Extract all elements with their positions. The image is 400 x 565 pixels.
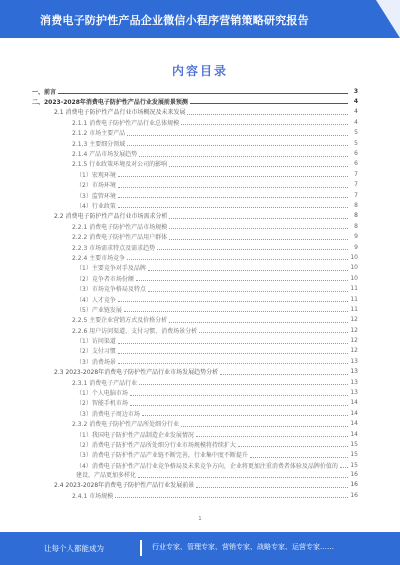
toc-entry[interactable]	[32, 439, 358, 449]
toc-entry[interactable]	[32, 148, 358, 158]
toc-entry-page: 11	[350, 305, 358, 313]
toc-entry[interactable]	[32, 460, 358, 470]
page-number: 1	[198, 516, 202, 522]
toc-leader-dots	[196, 482, 348, 488]
toc-entry-page: 14	[350, 399, 358, 407]
toc-leader-dots	[220, 369, 348, 375]
toc-entry-title: 一、前言	[32, 88, 57, 96]
toc-entry-title: 2.3 2023-2028年消费电子防护性产品行业市场发展趋势分析	[54, 369, 219, 377]
toc-entry-title: （1）个人电脑市场	[76, 390, 128, 398]
toc-entry-title: 2.1.3 主要细分领域	[72, 140, 126, 148]
toc-entry-title: （3）监管环境	[76, 192, 116, 200]
toc-entry[interactable]	[32, 490, 358, 500]
toc-entry-title: 二、2023-2028年消费电子防护性产品行业发展前景预测	[32, 99, 188, 107]
toc-leader-dots	[199, 327, 348, 333]
toc-title: 内容目录	[171, 64, 228, 78]
toc-entry-page: 4	[353, 98, 358, 106]
report-title: 消费电子防护性产品企业微信小程序营销策略研究报告	[40, 14, 309, 27]
toc-entry[interactable]	[32, 470, 358, 479]
toc-entry-title: 2.2.2 消费电子防护性产品用户群体	[72, 234, 168, 242]
toc-entry-page: 6	[354, 160, 358, 168]
toc-entry[interactable]	[32, 450, 358, 460]
toc-entry-title: 2.1 消费电子防护性产品行业市场概况及未来发展	[54, 109, 186, 117]
toc-leader-dots	[139, 379, 348, 385]
toc-entry-title: 2.2.1 消费电子防护性产品市场规模	[72, 223, 168, 231]
toc-leader-dots	[139, 151, 348, 157]
toc-entry-page: 16	[350, 491, 358, 499]
toc-leader-dots	[169, 223, 348, 229]
toc-leader-dots	[169, 161, 348, 167]
toc-leader-dots	[118, 202, 348, 208]
toc-entry[interactable]	[32, 377, 358, 387]
toc-entry-page: 15	[350, 440, 358, 448]
toc-entry[interactable]	[32, 117, 358, 127]
toc-entry[interactable]	[32, 387, 358, 397]
toc-entry[interactable]	[32, 252, 358, 262]
toc-entry[interactable]	[32, 221, 358, 231]
report-footer	[0, 532, 400, 565]
toc-entry-title: 2.3.2 消费电子防护性产品所处细分行业	[72, 421, 180, 429]
toc-entry-page: 8	[354, 222, 358, 230]
toc-entry[interactable]	[32, 128, 358, 138]
toc-entry-title: （2）市场环境	[76, 182, 116, 190]
toc-entry[interactable]	[32, 479, 358, 489]
toc-entry-page: 9	[354, 243, 358, 251]
toc-leader-dots	[118, 182, 348, 188]
toc-entry-title: 2.1.2 市场主要产品	[72, 130, 126, 138]
toc-entry-page: 11	[350, 285, 358, 293]
toc-entry-title: （4）人才竞争	[76, 296, 116, 304]
toc-entry-page: 16	[350, 481, 358, 489]
toc-leader-dots	[169, 213, 348, 219]
toc-entry-page: 10	[350, 253, 358, 261]
toc-leader-dots	[118, 192, 348, 198]
toc-entry[interactable]	[32, 367, 358, 377]
toc-entry[interactable]	[32, 315, 358, 325]
toc-entry-title: （2）智能手机市场	[76, 400, 128, 408]
toc-leader-dots	[124, 306, 348, 312]
toc-leader-dots	[118, 358, 348, 364]
toc-entry-title: （4）消费电子防护性产品行业竞争格局及未来竞争方向，企业将更加注重消费者体验及品牌价值的	[76, 462, 338, 470]
toc-entry[interactable]	[32, 242, 358, 252]
toc-entry[interactable]	[32, 159, 358, 169]
toc-leader-dots	[118, 338, 348, 344]
toc-entry-page: 10	[350, 264, 358, 272]
toc-entry-page: 8	[354, 201, 358, 209]
toc-entry[interactable]	[32, 200, 358, 210]
toc-leader-dots	[130, 400, 348, 406]
toc-entry-title: 2.4 2023-2028年消费电子防护性产品行业发展前景	[54, 482, 195, 490]
toc-entry[interactable]	[32, 429, 358, 439]
toc-leader-dots	[187, 109, 348, 115]
toc-entry-page: 11	[350, 295, 358, 303]
toc-entry-title: 2.3.1 消费电子产品行业	[72, 379, 138, 387]
toc-entry-title: （1）宏观环境	[76, 171, 116, 179]
toc-leader-dots	[196, 431, 348, 437]
toc-entry[interactable]	[32, 335, 358, 345]
footer-experts: 行业专家、管理专家、营销专家、战略专家、运营专家……	[152, 543, 334, 551]
toc-entry-page: 12	[350, 316, 358, 324]
toc-entry[interactable]	[32, 419, 358, 429]
toc-entry[interactable]	[32, 190, 358, 200]
toc-entry[interactable]	[32, 273, 358, 283]
toc-leader-dots	[127, 140, 348, 146]
toc-entry-page: 12	[350, 337, 358, 345]
toc-entry[interactable]	[32, 180, 358, 190]
toc-entry-page: 12	[350, 347, 358, 355]
toc-leader-dots	[250, 452, 348, 458]
table-of-contents	[32, 86, 358, 516]
toc-entry-title: 建设，产品更加多样化	[76, 472, 137, 480]
toc-entry-page: 8	[354, 212, 358, 220]
toc-leader-dots	[127, 254, 348, 260]
toc-entry-title: 2.2.3 市场需求特点及需求趋势	[72, 244, 156, 252]
toc-entry[interactable]	[32, 398, 358, 408]
toc-leader-dots	[190, 99, 348, 104]
toc-entry-page: 13	[350, 368, 358, 376]
toc-entry-title: 2.1.1 消费电子防护性产品行业总体规模	[72, 119, 180, 127]
toc-leader-dots	[127, 130, 348, 136]
toc-leader-dots	[148, 265, 348, 271]
toc-entry[interactable]	[32, 211, 358, 221]
toc-entry-title: （1）主要竞争对手及品牌	[76, 265, 146, 273]
toc-leader-dots	[181, 421, 348, 427]
toc-entry-page: 7	[354, 181, 358, 189]
toc-entry-title: （4）行业政策	[76, 202, 116, 210]
toc-entry-page: 5	[354, 129, 358, 137]
toc-entry-title: 2.2.5 主要企业营销方式及价格分析	[72, 317, 168, 325]
toc-entry-title: （1）我国电子防护性产品制造企业发展情况	[76, 431, 194, 439]
toc-entry-page: 14	[350, 409, 358, 417]
toc-leader-dots	[138, 472, 348, 478]
toc-leader-dots	[130, 390, 348, 396]
toc-entry-title: 2.2 消费电子防护性产品行业市场需求分析	[54, 213, 168, 221]
toc-leader-dots	[169, 317, 348, 323]
toc-entry-title: （3）消费电子防护性产品产业链不断完善，行业集中度不断提升	[76, 452, 248, 460]
toc-entry[interactable]	[32, 169, 358, 179]
toc-entry-title: （2）竞争者市场份额	[76, 275, 134, 283]
toc-leader-dots	[118, 348, 348, 354]
toc-entry-page: 13	[350, 357, 358, 365]
toc-entry[interactable]	[32, 408, 358, 418]
toc-leader-dots	[142, 410, 348, 416]
toc-leader-dots	[118, 171, 348, 177]
toc-entry[interactable]	[32, 107, 358, 117]
toc-entry[interactable]	[32, 231, 358, 241]
toc-entry-page: 3	[353, 87, 358, 95]
toc-entry-title: （2）支付习惯	[76, 348, 116, 356]
toc-leader-dots	[58, 89, 348, 94]
toc-leader-dots	[136, 275, 348, 281]
toc-entry-page: 14	[350, 430, 358, 438]
toc-entry-page: 4	[354, 118, 358, 126]
toc-leader-dots	[169, 234, 348, 240]
toc-entry-page: 16	[350, 471, 358, 479]
toc-leader-dots	[115, 492, 348, 498]
toc-entry[interactable]	[32, 294, 358, 304]
toc-entry-title: 2.1.5 行业政策环境及对公司的影响	[72, 161, 168, 169]
toc-leader-dots	[340, 462, 348, 468]
toc-entry-title: （5）产业链发展	[76, 306, 122, 314]
toc-entry[interactable]	[32, 304, 358, 314]
toc-entry-title: 2.4.1 市场规模	[72, 492, 114, 500]
toc-entry-title: （3）消费电子周边市场	[76, 410, 140, 418]
toc-entry-title: （3）市场竞争格局及特点	[76, 286, 146, 294]
toc-entry-page: 5	[354, 139, 358, 147]
toc-entry-page: 10	[350, 274, 358, 282]
toc-entry-page: 6	[354, 150, 358, 158]
toc-entry-title: （1）访问渠道	[76, 338, 116, 346]
header-corner-decoration	[376, 0, 400, 38]
toc-entry[interactable]	[32, 138, 358, 148]
footer-slogan: 让每个人都能成为	[44, 544, 104, 553]
footer-divider	[140, 540, 142, 556]
toc-leader-dots	[238, 441, 348, 447]
toc-entry-page: 12	[350, 326, 358, 334]
toc-leader-dots	[148, 286, 348, 292]
toc-entry-page: 7	[354, 191, 358, 199]
toc-entry[interactable]	[32, 263, 358, 273]
toc-entry-page: 13	[350, 389, 358, 397]
toc-leader-dots	[181, 119, 348, 125]
toc-entry-page: 7	[354, 170, 358, 178]
toc-entry[interactable]	[32, 86, 358, 96]
toc-entry-page: 15	[350, 461, 358, 469]
toc-entry[interactable]	[32, 96, 358, 106]
toc-entry-page: 9	[354, 233, 358, 241]
toc-entry[interactable]	[32, 325, 358, 335]
toc-leader-dots	[157, 244, 348, 250]
toc-entry-title: 2.2.6 用户访问渠道、支付习惯、消费场景分析	[72, 327, 198, 335]
toc-entry-page: 4	[354, 108, 358, 116]
toc-entry-page: 14	[350, 420, 358, 428]
toc-entry-page: 13	[350, 378, 358, 386]
toc-entry[interactable]	[32, 283, 358, 293]
toc-entry-title: （3）消费场景	[76, 358, 116, 366]
toc-entry-page: 15	[350, 451, 358, 459]
toc-entry[interactable]	[32, 356, 358, 366]
toc-leader-dots	[118, 296, 348, 302]
report-header	[0, 0, 400, 38]
toc-entry-title: 2.1.4 产品市场发展趋势	[72, 151, 138, 159]
toc-entry[interactable]	[32, 346, 358, 356]
toc-entry-title: （2）消费电子防护性产品所处细分行业市场规模将持续扩大	[76, 441, 236, 449]
toc-entry-title: 2.2.4 主要市场竞争	[72, 254, 126, 262]
